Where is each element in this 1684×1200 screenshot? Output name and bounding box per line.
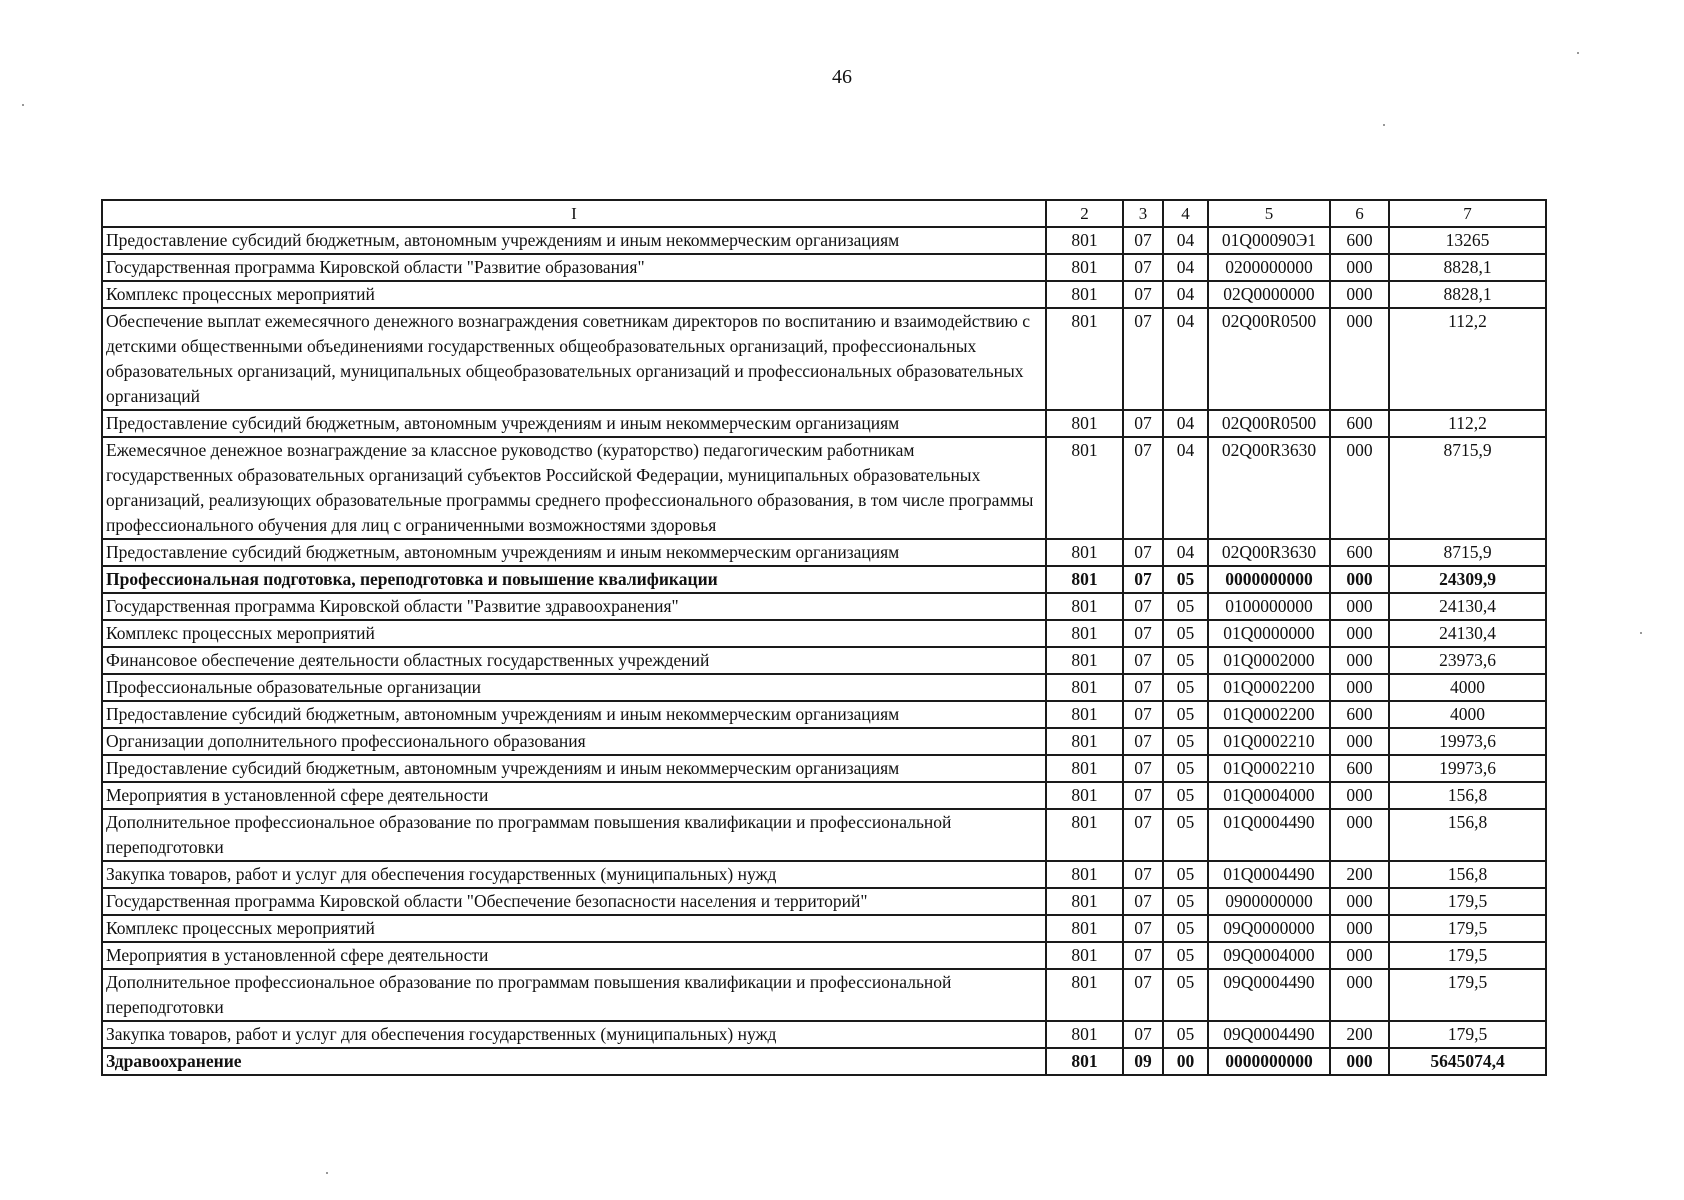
row-col2: 801 [1046, 674, 1123, 701]
row-col4: 05 [1163, 1021, 1208, 1048]
row-col7: 179,5 [1389, 942, 1546, 969]
row-col7: 19973,6 [1389, 755, 1546, 782]
row-name: Обеспечение выплат ежемесячного денежного вознаграждения советникам директоров по воспитанию и взаимодействию с детскими общественными объединениями государственных общеобразовательных организаций, профессиональных образовательных организаций, муниципальных общеобразовательных организаций и профессиональных образовательных организаций [102, 308, 1046, 410]
row-col5: 02Q00R3630 [1208, 539, 1330, 566]
row-col3: 07 [1123, 888, 1163, 915]
row-col4: 04 [1163, 308, 1208, 410]
row-name: Профессиональная подготовка, переподготовка и повышение квалификации [102, 566, 1046, 593]
row-col4: 04 [1163, 281, 1208, 308]
row-col7: 5645074,4 [1389, 1048, 1546, 1075]
row-col7: 179,5 [1389, 1021, 1546, 1048]
row-col3: 07 [1123, 410, 1163, 437]
row-col4: 05 [1163, 969, 1208, 1021]
column-header: 6 [1330, 200, 1389, 227]
row-name: Государственная программа Кировской области "Развитие образования" [102, 254, 1046, 281]
row-col2: 801 [1046, 437, 1123, 539]
table-row [102, 861, 1546, 888]
scan-speck [22, 104, 24, 106]
row-col7: 112,2 [1389, 308, 1546, 410]
row-col2: 801 [1046, 1048, 1123, 1075]
row-col4: 04 [1163, 539, 1208, 566]
row-col4: 05 [1163, 782, 1208, 809]
table-row [102, 755, 1546, 782]
table-row [102, 888, 1546, 915]
column-header: I [102, 200, 1046, 227]
row-col3: 07 [1123, 969, 1163, 1021]
row-col2: 801 [1046, 969, 1123, 1021]
table-row [102, 728, 1546, 755]
table-row [102, 410, 1546, 437]
row-col3: 07 [1123, 227, 1163, 254]
row-col5: 0000000000 [1208, 1048, 1330, 1075]
row-col6: 000 [1330, 566, 1389, 593]
row-col5: 0100000000 [1208, 593, 1330, 620]
row-name: Комплекс процессных мероприятий [102, 620, 1046, 647]
row-col5: 09Q0000000 [1208, 915, 1330, 942]
row-name: Предоставление субсидий бюджетным, автономным учреждениям и иным некоммерческим организациям [102, 701, 1046, 728]
row-col2: 801 [1046, 809, 1123, 861]
row-col5: 09Q0004000 [1208, 942, 1330, 969]
row-col7: 24130,4 [1389, 620, 1546, 647]
table-row [102, 620, 1546, 647]
row-col2: 801 [1046, 593, 1123, 620]
table-row [102, 227, 1546, 254]
header-row [102, 200, 1546, 227]
row-col6: 000 [1330, 647, 1389, 674]
row-col3: 07 [1123, 566, 1163, 593]
row-col5: 01Q0002000 [1208, 647, 1330, 674]
row-col6: 000 [1330, 437, 1389, 539]
column-header: 5 [1208, 200, 1330, 227]
row-col2: 801 [1046, 539, 1123, 566]
row-col4: 05 [1163, 674, 1208, 701]
table-row [102, 593, 1546, 620]
row-col7: 8715,9 [1389, 437, 1546, 539]
row-name: Предоставление субсидий бюджетным, автономным учреждениям и иным некоммерческим организациям [102, 410, 1046, 437]
row-col3: 07 [1123, 701, 1163, 728]
table-row [102, 566, 1546, 593]
column-header: 4 [1163, 200, 1208, 227]
row-col4: 05 [1163, 809, 1208, 861]
row-col2: 801 [1046, 410, 1123, 437]
row-col7: 179,5 [1389, 969, 1546, 1021]
row-col5: 01Q0002210 [1208, 755, 1330, 782]
row-col5: 01Q0004490 [1208, 809, 1330, 861]
row-col7: 19973,6 [1389, 728, 1546, 755]
row-col5: 0000000000 [1208, 566, 1330, 593]
row-col4: 04 [1163, 227, 1208, 254]
row-col6: 600 [1330, 410, 1389, 437]
row-col3: 07 [1123, 437, 1163, 539]
row-col3: 07 [1123, 308, 1163, 410]
row-col5: 01Q0004490 [1208, 861, 1330, 888]
row-name: Закупка товаров, работ и услуг для обеспечения государственных (муниципальных) нужд [102, 1021, 1046, 1048]
row-col2: 801 [1046, 915, 1123, 942]
row-col7: 24309,9 [1389, 566, 1546, 593]
row-col2: 801 [1046, 701, 1123, 728]
scan-speck [1577, 52, 1579, 54]
row-name: Предоставление субсидий бюджетным, автономным учреждениям и иным некоммерческим организациям [102, 755, 1046, 782]
table-row [102, 915, 1546, 942]
row-col2: 801 [1046, 861, 1123, 888]
row-col7: 4000 [1389, 701, 1546, 728]
row-col5: 01Q0002200 [1208, 674, 1330, 701]
row-name: Организации дополнительного профессионального образования [102, 728, 1046, 755]
row-col7: 179,5 [1389, 888, 1546, 915]
row-col6: 600 [1330, 227, 1389, 254]
row-col5: 0900000000 [1208, 888, 1330, 915]
row-name: Предоставление субсидий бюджетным, автономным учреждениям и иным некоммерческим организациям [102, 539, 1046, 566]
row-col4: 05 [1163, 593, 1208, 620]
row-col6: 000 [1330, 254, 1389, 281]
row-name: Дополнительное профессиональное образование по программам повышения квалификации и профессиональной переподготовки [102, 809, 1046, 861]
row-col3: 07 [1123, 942, 1163, 969]
row-col3: 07 [1123, 620, 1163, 647]
row-col3: 07 [1123, 755, 1163, 782]
row-col6: 600 [1330, 701, 1389, 728]
row-col4: 04 [1163, 410, 1208, 437]
row-col3: 09 [1123, 1048, 1163, 1075]
table-row [102, 281, 1546, 308]
row-col5: 01Q0000000 [1208, 620, 1330, 647]
row-col7: 24130,4 [1389, 593, 1546, 620]
row-col5: 0200000000 [1208, 254, 1330, 281]
row-col7: 112,2 [1389, 410, 1546, 437]
row-col2: 801 [1046, 254, 1123, 281]
row-col7: 8828,1 [1389, 281, 1546, 308]
scan-speck [1640, 632, 1642, 634]
row-col4: 05 [1163, 942, 1208, 969]
row-col2: 801 [1046, 888, 1123, 915]
table-row [102, 782, 1546, 809]
row-name: Финансовое обеспечение деятельности областных государственных учреждений [102, 647, 1046, 674]
table-row [102, 701, 1546, 728]
row-col4: 04 [1163, 437, 1208, 539]
scan-speck [1383, 124, 1385, 126]
table-row [102, 969, 1546, 1021]
row-col2: 801 [1046, 1021, 1123, 1048]
row-col7: 156,8 [1389, 782, 1546, 809]
row-col2: 801 [1046, 942, 1123, 969]
row-col2: 801 [1046, 755, 1123, 782]
row-col4: 05 [1163, 647, 1208, 674]
table-row [102, 1021, 1546, 1048]
row-col4: 05 [1163, 701, 1208, 728]
page-number: 46 [832, 66, 852, 88]
row-col7: 23973,6 [1389, 647, 1546, 674]
column-header: 3 [1123, 200, 1163, 227]
table-row [102, 308, 1546, 410]
row-col3: 07 [1123, 782, 1163, 809]
row-name: Мероприятия в установленной сфере деятельности [102, 782, 1046, 809]
row-name: Закупка товаров, работ и услуг для обеспечения государственных (муниципальных) нужд [102, 861, 1046, 888]
row-col4: 00 [1163, 1048, 1208, 1075]
row-col6: 200 [1330, 861, 1389, 888]
row-col7: 156,8 [1389, 809, 1546, 861]
row-col3: 07 [1123, 539, 1163, 566]
row-col5: 02Q00R0500 [1208, 410, 1330, 437]
row-col2: 801 [1046, 728, 1123, 755]
row-name: Мероприятия в установленной сфере деятельности [102, 942, 1046, 969]
row-name: Предоставление субсидий бюджетным, автономным учреждениям и иным некоммерческим организациям [102, 227, 1046, 254]
row-col2: 801 [1046, 227, 1123, 254]
row-name: Комплекс процессных мероприятий [102, 281, 1046, 308]
row-col6: 000 [1330, 969, 1389, 1021]
row-col5: 01Q0004000 [1208, 782, 1330, 809]
row-col4: 05 [1163, 566, 1208, 593]
scan-speck [326, 1172, 328, 1174]
row-col5: 09Q0004490 [1208, 969, 1330, 1021]
row-col5: 01Q0002200 [1208, 701, 1330, 728]
row-col5: 09Q0004490 [1208, 1021, 1330, 1048]
row-col6: 000 [1330, 593, 1389, 620]
row-col2: 801 [1046, 566, 1123, 593]
budget-table [101, 199, 1547, 1076]
row-col6: 000 [1330, 915, 1389, 942]
row-col3: 07 [1123, 647, 1163, 674]
row-col4: 05 [1163, 861, 1208, 888]
column-header: 2 [1046, 200, 1123, 227]
row-col6: 600 [1330, 539, 1389, 566]
row-col7: 4000 [1389, 674, 1546, 701]
table-row [102, 674, 1546, 701]
table-row [102, 539, 1546, 566]
row-name: Ежемесячное денежное вознаграждение за классное руководство (кураторство) педагогическим работникам государственных образовательных организаций субъектов Российской Федерации, муниципальных образовательных организаций, реализующих образовательные программы среднего профессионального образования, в том числе программы профессионального обучения для лиц с ограниченными возможностями здоровья [102, 437, 1046, 539]
row-col3: 07 [1123, 809, 1163, 861]
column-header: 7 [1389, 200, 1546, 227]
row-col2: 801 [1046, 620, 1123, 647]
row-col6: 000 [1330, 942, 1389, 969]
row-col6: 000 [1330, 674, 1389, 701]
table-row [102, 1048, 1546, 1075]
row-col4: 05 [1163, 728, 1208, 755]
row-name: Дополнительное профессиональное образование по программам повышения квалификации и профессиональной переподготовки [102, 969, 1046, 1021]
row-name: Здравоохранение [102, 1048, 1046, 1075]
row-col6: 000 [1330, 782, 1389, 809]
table-row [102, 437, 1546, 539]
row-col2: 801 [1046, 782, 1123, 809]
row-col6: 000 [1330, 281, 1389, 308]
row-col5: 02Q0000000 [1208, 281, 1330, 308]
table-row [102, 647, 1546, 674]
row-col2: 801 [1046, 647, 1123, 674]
row-col3: 07 [1123, 254, 1163, 281]
row-col6: 600 [1330, 755, 1389, 782]
row-col6: 000 [1330, 308, 1389, 410]
row-col6: 000 [1330, 728, 1389, 755]
row-col6: 200 [1330, 1021, 1389, 1048]
row-col7: 8715,9 [1389, 539, 1546, 566]
row-col6: 000 [1330, 888, 1389, 915]
row-col7: 156,8 [1389, 861, 1546, 888]
table-row [102, 254, 1546, 281]
row-col4: 04 [1163, 254, 1208, 281]
row-col6: 000 [1330, 620, 1389, 647]
row-col3: 07 [1123, 674, 1163, 701]
row-col5: 02Q00R3630 [1208, 437, 1330, 539]
row-col6: 000 [1330, 1048, 1389, 1075]
row-col5: 01Q0002210 [1208, 728, 1330, 755]
row-col3: 07 [1123, 593, 1163, 620]
row-col5: 02Q00R0500 [1208, 308, 1330, 410]
row-col4: 05 [1163, 888, 1208, 915]
table-row [102, 809, 1546, 861]
row-name: Государственная программа Кировской области "Развитие здравоохранения" [102, 593, 1046, 620]
row-col6: 000 [1330, 809, 1389, 861]
row-name: Комплекс процессных мероприятий [102, 915, 1046, 942]
row-col7: 13265 [1389, 227, 1546, 254]
row-col3: 07 [1123, 915, 1163, 942]
row-col2: 801 [1046, 281, 1123, 308]
row-col5: 01Q00090Э1 [1208, 227, 1330, 254]
row-col4: 05 [1163, 755, 1208, 782]
row-col3: 07 [1123, 861, 1163, 888]
row-col7: 8828,1 [1389, 254, 1546, 281]
table-body [102, 227, 1546, 1075]
row-col3: 07 [1123, 728, 1163, 755]
row-col4: 05 [1163, 915, 1208, 942]
table-row [102, 942, 1546, 969]
row-col4: 05 [1163, 620, 1208, 647]
row-name: Профессиональные образовательные организации [102, 674, 1046, 701]
row-col2: 801 [1046, 308, 1123, 410]
row-col7: 179,5 [1389, 915, 1546, 942]
row-name: Государственная программа Кировской области "Обеспечение безопасности населения и территорий" [102, 888, 1046, 915]
row-col3: 07 [1123, 1021, 1163, 1048]
row-col3: 07 [1123, 281, 1163, 308]
